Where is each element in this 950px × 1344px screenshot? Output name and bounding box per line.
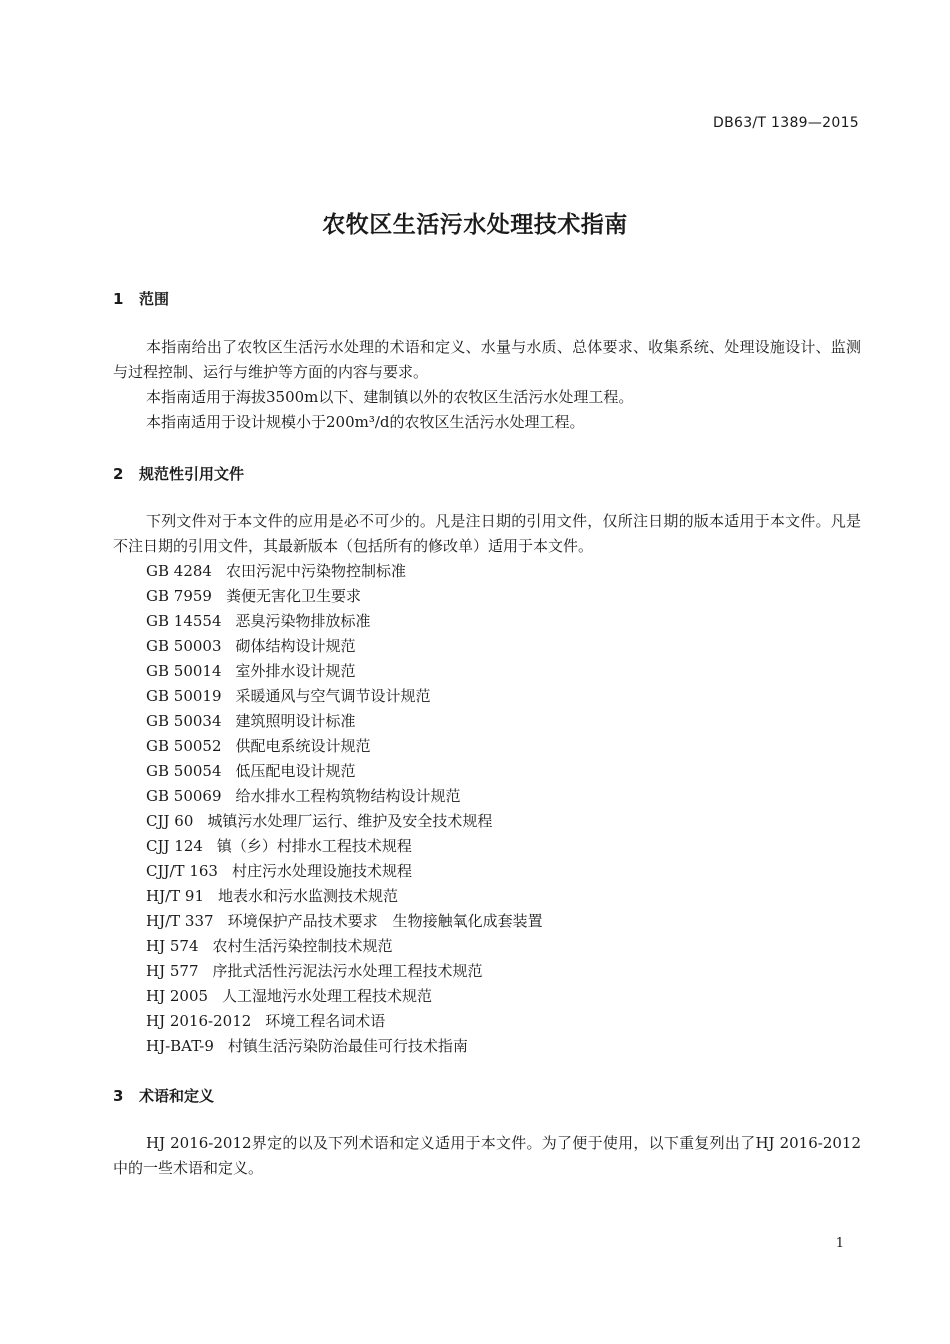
reference-title: 恶臭污染物排放标准 <box>235 612 371 630</box>
reference-item <box>146 884 543 909</box>
reference-item <box>146 859 543 884</box>
reference-item <box>146 784 543 809</box>
reference-code: HJ 574 <box>146 937 199 955</box>
reference-code: GB 50069 <box>146 787 222 805</box>
section-title: 范围 <box>139 290 170 308</box>
reference-item <box>146 809 543 834</box>
terms-intro-paragraph: HJ 2016-2012界定的以及下列术语和定义适用于本文件。为了便于使用，以下重复列出了HJ 2016-2012中的一些术语和定义。 <box>113 1134 861 1177</box>
reference-code: HJ-BAT-9 <box>146 1037 214 1055</box>
section-title: 规范性引用文件 <box>139 465 245 483</box>
reference-title: 粪便无害化卫生要求 <box>225 587 361 605</box>
reference-title: 环境工程名词术语 <box>265 1012 386 1030</box>
reference-title: 村镇生活污染防治最佳可行技术指南 <box>227 1037 468 1055</box>
reference-item <box>146 659 543 684</box>
reference-code: HJ 577 <box>146 962 199 980</box>
reference-title: 采暖通风与空气调节设计规范 <box>235 687 431 705</box>
reference-title: 城镇污水处理厂运行、维护及安全技术规程 <box>207 812 493 830</box>
reference-item <box>146 834 543 859</box>
section-number: 3 <box>113 1087 124 1105</box>
scope-paragraph: 本指南给出了农牧区生活污水处理的术语和定义、水量与水质、总体要求、收集系统、处理设施设计、监测与过程控制、运行与维护等方面的内容与要求。 <box>113 338 861 381</box>
reference-title: 供配电系统设计规范 <box>235 737 371 755</box>
reference-item <box>146 734 543 759</box>
section-1-heading <box>113 288 169 309</box>
reference-title: 村庄污水处理设施技术规程 <box>231 862 412 880</box>
page-number: 1 <box>835 1236 844 1251</box>
reference-title: 给水排水工程构筑物结构设计规范 <box>235 787 461 805</box>
reference-title: 砌体结构设计规范 <box>235 637 356 655</box>
reference-code: GB 50034 <box>146 712 222 730</box>
reference-code: GB 50054 <box>146 762 222 780</box>
reference-code: HJ/T 91 <box>146 887 205 905</box>
reference-code: GB 14554 <box>146 612 222 630</box>
reference-code: CJJ 60 <box>146 812 194 830</box>
reference-title: 地表水和污水监测技术规范 <box>218 887 399 905</box>
reference-title: 室外排水设计规范 <box>235 662 356 680</box>
document-title: 农牧区生活污水处理技术指南 <box>322 212 628 238</box>
reference-code: GB 50014 <box>146 662 222 680</box>
reference-title: 环境保护产品技术要求 生物接触氧化成套装置 <box>227 912 543 930</box>
reference-code: CJJ 124 <box>146 837 203 855</box>
reference-title: 农田污泥中污染物控制标准 <box>225 562 406 580</box>
reference-title: 低压配电设计规范 <box>235 762 356 780</box>
section-number: 1 <box>113 290 124 308</box>
standard-number: DB63/T 1389—2015 <box>713 115 859 131</box>
reference-title: 序批式活性污泥法污水处理工程技术规范 <box>212 962 483 980</box>
reference-title: 建筑照明设计标准 <box>235 712 356 730</box>
section-title: 术语和定义 <box>139 1087 215 1105</box>
reference-item <box>146 634 543 659</box>
reference-title: 农村生活污染控制技术规范 <box>212 937 393 955</box>
reference-item <box>146 909 543 934</box>
reference-code: GB 50019 <box>146 687 222 705</box>
reference-code: HJ/T 337 <box>146 912 214 930</box>
reference-item <box>146 934 543 959</box>
section-number: 2 <box>113 465 124 483</box>
reference-item <box>146 1009 543 1034</box>
reference-title: 镇（乡）村排水工程技术规程 <box>216 837 412 855</box>
scope-paragraph: 本指南适用于设计规模小于200m³/d的农牧区生活污水处理工程。 <box>146 413 585 431</box>
reference-code: GB 7959 <box>146 587 212 605</box>
reference-item <box>146 684 543 709</box>
section-3-heading <box>113 1085 214 1106</box>
reference-title: 人工湿地污水处理工程技术规范 <box>222 987 433 1005</box>
section-2-heading <box>113 463 244 484</box>
reference-item <box>146 584 543 609</box>
reference-item <box>146 1034 543 1059</box>
reference-code: HJ 2016-2012 <box>146 1012 252 1030</box>
normative-reference-list <box>146 559 543 1059</box>
scope-paragraph: 本指南适用于海拔3500m以下、建制镇以外的农牧区生活污水处理工程。 <box>146 388 634 406</box>
reference-code: GB 50052 <box>146 737 222 755</box>
reference-item <box>146 959 543 984</box>
reference-item <box>146 559 543 584</box>
reference-item <box>146 609 543 634</box>
references-intro-paragraph: 下列文件对于本文件的应用是必不可少的。凡是注日期的引用文件，仅所注日期的版本适用于本文件。凡是不注日期的引用文件，其最新版本（包括所有的修改单）适用于本文件。 <box>113 512 861 555</box>
reference-item <box>146 759 543 784</box>
reference-item <box>146 709 543 734</box>
reference-code: CJJ/T 163 <box>146 862 218 880</box>
reference-item <box>146 984 543 1009</box>
reference-code: HJ 2005 <box>146 987 209 1005</box>
reference-code: GB 50003 <box>146 637 222 655</box>
reference-code: GB 4284 <box>146 562 212 580</box>
